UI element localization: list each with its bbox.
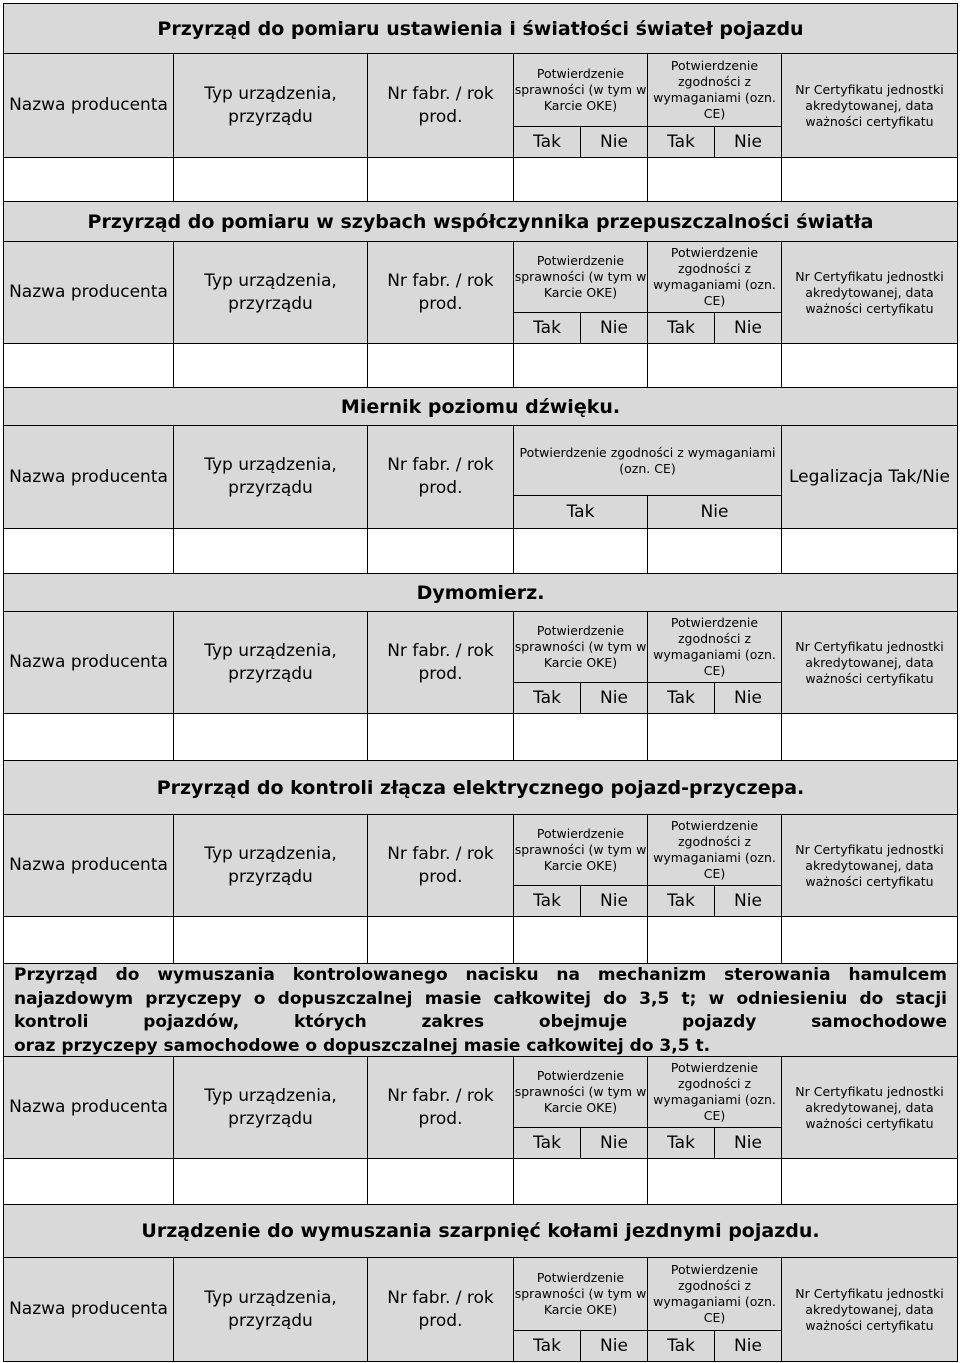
header-nazwa-producenta: Nazwa producenta <box>3 1056 174 1159</box>
header-nr-certyfikatu: Nr Certyfikatu jednostki akredytowanej, data ważności certyfikatu <box>781 814 958 917</box>
header-typ-urzadzenia: Typ urządzenia, przyrządu <box>173 611 368 714</box>
header-nazwa-producenta: Nazwa producenta <box>3 425 174 529</box>
entry-cell[interactable] <box>3 916 174 964</box>
entry-cell[interactable] <box>3 528 174 574</box>
header-legalizacja: Legalizacja Tak/Nie <box>781 425 958 529</box>
header-potwierdzenie-sprawnosci: Potwierdzenie sprawności (w tym w Karcie OKE) <box>513 814 648 886</box>
section-title: Przyrząd do kontroli złącza elektrycznego pojazd-przyczepa. <box>3 760 958 815</box>
section-title <box>3 963 958 1057</box>
header-tak: Tak <box>647 1330 715 1362</box>
header-nie: Nie <box>580 1330 648 1362</box>
entry-cell[interactable] <box>367 528 514 574</box>
section-title: Miernik poziomu dźwięku. <box>3 387 958 426</box>
header-tak: Tak <box>647 682 715 714</box>
entry-cell[interactable] <box>173 157 368 202</box>
header-tak: Tak <box>647 1127 715 1159</box>
entry-cell[interactable] <box>647 528 782 574</box>
header-tak: Tak <box>513 495 648 529</box>
header-nr-certyfikatu: Nr Certyfikatu jednostki akredytowanej, data ważności certyfikatu <box>781 53 958 158</box>
header-nie: Nie <box>580 1127 648 1159</box>
header-tak: Tak <box>513 1330 581 1362</box>
header-typ-urzadzenia: Typ urządzenia, przyrządu <box>173 241 368 344</box>
entry-cell[interactable] <box>781 1158 958 1205</box>
entry-cell[interactable] <box>781 528 958 574</box>
header-tak: Tak <box>513 1127 581 1159</box>
header-typ-urzadzenia: Typ urządzenia, przyrządu <box>173 814 368 917</box>
header-nie: Nie <box>580 682 648 714</box>
header-nr-certyfikatu: Nr Certyfikatu jednostki akredytowanej, data ważności certyfikatu <box>781 611 958 714</box>
entry-cell[interactable] <box>781 157 958 202</box>
header-typ-urzadzenia: Typ urządzenia, przyrządu <box>173 425 368 529</box>
header-nie: Nie <box>714 1330 782 1362</box>
entry-cell[interactable] <box>647 157 782 202</box>
header-nr-fabr: Nr fabr. / rok prod. <box>367 425 514 529</box>
entry-cell[interactable] <box>513 1158 648 1205</box>
section-title-text: Przyrząd do wymuszania kontrolowanego nacisku na mechanizm sterowania hamulcem najazdowym przyczepy o dopuszczalnej masie całkowitej do 3,5 t; w odniesieniu do stacji kontroli pojazdów, których zakres obejmuje pojazdy samochodowe <box>14 965 947 1032</box>
header-potwierdzenie-zgodnosci: Potwierdzenie zgodności z wymaganiami (ozn. CE) <box>647 611 782 683</box>
header-potwierdzenie-zgodnosci: Potwierdzenie zgodności z wymaganiami (ozn. CE) <box>647 53 782 127</box>
entry-cell[interactable] <box>173 528 368 574</box>
header-potwierdzenie-zgodnosci: Potwierdzenie zgodności z wymaganiami (ozn. CE) <box>647 814 782 886</box>
header-potwierdzenie-sprawnosci: Potwierdzenie sprawności (w tym w Karcie OKE) <box>513 611 648 683</box>
header-typ-urzadzenia: Typ urządzenia, przyrządu <box>173 53 368 158</box>
header-nr-certyfikatu: Nr Certyfikatu jednostki akredytowanej, data ważności certyfikatu <box>781 1257 958 1362</box>
entry-cell[interactable] <box>647 713 782 761</box>
entry-cell[interactable] <box>781 343 958 388</box>
section-title-last-line: oraz przyczepy samochodowe o dopuszczalnej masie całkowitej do 3,5 t. <box>14 1035 711 1056</box>
entry-cell[interactable] <box>3 713 174 761</box>
section-title: Urządzenie do wymuszania szarpnięć kołami jezdnymi pojazdu. <box>3 1204 958 1258</box>
header-typ-urzadzenia: Typ urządzenia, przyrządu <box>173 1056 368 1159</box>
entry-cell[interactable] <box>513 528 648 574</box>
header-nr-fabr: Nr fabr. / rok prod. <box>367 611 514 714</box>
entry-cell[interactable] <box>173 916 368 964</box>
entry-cell[interactable] <box>513 157 648 202</box>
entry-cell[interactable] <box>513 343 648 388</box>
header-nazwa-producenta: Nazwa producenta <box>3 53 174 158</box>
header-tak: Tak <box>513 126 581 158</box>
header-potwierdzenie-zgodnosci: Potwierdzenie zgodności z wymaganiami (ozn. CE) <box>513 425 782 496</box>
header-nr-certyfikatu: Nr Certyfikatu jednostki akredytowanej, data ważności certyfikatu <box>781 241 958 344</box>
entry-cell[interactable] <box>781 713 958 761</box>
header-nie: Nie <box>580 312 648 344</box>
header-tak: Tak <box>513 312 581 344</box>
entry-cell[interactable] <box>647 916 782 964</box>
entry-cell[interactable] <box>367 343 514 388</box>
header-typ-urzadzenia: Typ urządzenia, przyrządu <box>173 1257 368 1362</box>
header-tak: Tak <box>647 885 715 917</box>
header-tak: Tak <box>647 312 715 344</box>
header-tak: Tak <box>513 682 581 714</box>
header-nie: Nie <box>714 312 782 344</box>
section-title: Dymomierz. <box>3 573 958 612</box>
header-nazwa-producenta: Nazwa producenta <box>3 1257 174 1362</box>
entry-cell[interactable] <box>3 343 174 388</box>
header-nr-fabr: Nr fabr. / rok prod. <box>367 1056 514 1159</box>
header-nazwa-producenta: Nazwa producenta <box>3 241 174 344</box>
entry-cell[interactable] <box>367 1158 514 1205</box>
header-potwierdzenie-sprawnosci: Potwierdzenie sprawności (w tym w Karcie OKE) <box>513 53 648 127</box>
entry-cell[interactable] <box>173 343 368 388</box>
header-nie: Nie <box>714 1127 782 1159</box>
entry-cell[interactable] <box>513 916 648 964</box>
entry-cell[interactable] <box>367 157 514 202</box>
header-tak: Tak <box>513 885 581 917</box>
entry-cell[interactable] <box>367 713 514 761</box>
entry-cell[interactable] <box>647 343 782 388</box>
header-nr-fabr: Nr fabr. / rok prod. <box>367 814 514 917</box>
header-nr-fabr: Nr fabr. / rok prod. <box>367 241 514 344</box>
header-nr-certyfikatu: Nr Certyfikatu jednostki akredytowanej, data ważności certyfikatu <box>781 1056 958 1159</box>
header-nazwa-producenta: Nazwa producenta <box>3 611 174 714</box>
entry-cell[interactable] <box>3 157 174 202</box>
header-potwierdzenie-sprawnosci: Potwierdzenie sprawności (w tym w Karcie OKE) <box>513 1257 648 1331</box>
header-potwierdzenie-zgodnosci: Potwierdzenie zgodności z wymaganiami (ozn. CE) <box>647 241 782 313</box>
header-potwierdzenie-zgodnosci: Potwierdzenie zgodności z wymaganiami (ozn. CE) <box>647 1257 782 1331</box>
header-nr-fabr: Nr fabr. / rok prod. <box>367 1257 514 1362</box>
header-potwierdzenie-zgodnosci: Potwierdzenie zgodności z wymaganiami (ozn. CE) <box>647 1056 782 1128</box>
header-nie: Nie <box>714 885 782 917</box>
entry-cell[interactable] <box>173 1158 368 1205</box>
entry-cell[interactable] <box>647 1158 782 1205</box>
entry-cell[interactable] <box>173 713 368 761</box>
entry-cell[interactable] <box>513 713 648 761</box>
section-title: Przyrząd do pomiaru ustawienia i światłości świateł pojazdu <box>3 3 958 54</box>
header-tak: Tak <box>647 126 715 158</box>
header-potwierdzenie-sprawnosci: Potwierdzenie sprawności (w tym w Karcie OKE) <box>513 1056 648 1128</box>
entry-cell[interactable] <box>3 1158 174 1205</box>
header-potwierdzenie-sprawnosci: Potwierdzenie sprawności (w tym w Karcie OKE) <box>513 241 648 313</box>
header-nie: Nie <box>580 126 648 158</box>
header-nie: Nie <box>580 885 648 917</box>
section-title: Przyrząd do pomiaru w szybach współczynnika przepuszczalności światła <box>3 201 958 242</box>
header-nie: Nie <box>714 682 782 714</box>
entry-cell[interactable] <box>367 916 514 964</box>
header-nie: Nie <box>714 126 782 158</box>
header-nazwa-producenta: Nazwa producenta <box>3 814 174 917</box>
entry-cell[interactable] <box>781 916 958 964</box>
header-nie: Nie <box>647 495 782 529</box>
header-nr-fabr: Nr fabr. / rok prod. <box>367 53 514 158</box>
